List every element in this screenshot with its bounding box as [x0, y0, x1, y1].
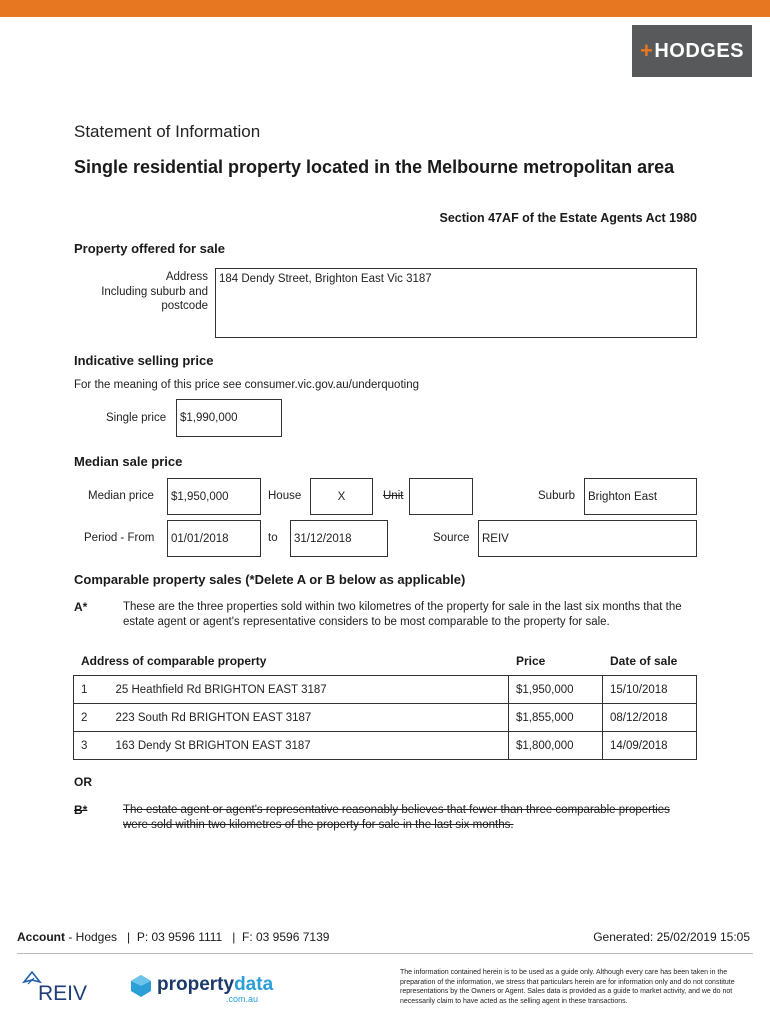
logo-text: HODGES [654, 39, 745, 62]
col-date-header: Date of sale [610, 654, 678, 668]
median-price-value: $1,950,000 [171, 490, 229, 503]
row-number: 2 [74, 704, 109, 732]
period-from-field[interactable] [167, 520, 261, 557]
suburb-label: Suburb [538, 490, 576, 502]
source-field[interactable] [478, 520, 697, 557]
footer-divider [17, 953, 753, 954]
row-address[interactable]: 223 South Rd BRIGHTON EAST 3187 [109, 704, 509, 732]
row-date[interactable]: 15/10/2018 [603, 676, 697, 704]
comparable-heading: Comparable property sales (*Delete A or B below as applicable) [74, 572, 466, 587]
row-date[interactable]: 14/09/2018 [603, 732, 697, 760]
option-a-label: A* [74, 600, 88, 614]
account-label: Account [17, 930, 65, 944]
hodges-logo [632, 25, 752, 77]
row-number: 1 [74, 676, 109, 704]
address-label [101, 270, 208, 314]
account-line [17, 930, 329, 944]
single-price-field[interactable] [176, 399, 282, 437]
row-price[interactable]: $1,800,000 [509, 732, 603, 760]
row-address[interactable]: 163 Dendy St BRIGHTON EAST 3187 [109, 732, 509, 760]
period-to-label: to [268, 532, 278, 544]
col-address-header: Address of comparable property [81, 654, 267, 668]
unit-label: Unit [383, 490, 404, 502]
indicative-heading: Indicative selling price [74, 353, 214, 368]
address-label-line: Address [165, 271, 208, 283]
address-label-line: Including suburb and [101, 285, 208, 298]
row-address[interactable]: 25 Heathfield Rd BRIGHTON EAST 3187 [109, 676, 509, 704]
option-b-label: B* [74, 803, 88, 817]
suburb-field[interactable] [584, 478, 697, 515]
comparable-sales-table [73, 675, 697, 760]
row-price[interactable]: $1,950,000 [509, 676, 603, 704]
reiv-text: REIV [38, 982, 88, 1005]
propertydata-domain: .com.au [226, 994, 259, 1004]
option-b-text: The estate agent or agent's representative reasonably believes that fewer than three comparable properties were sold within two kilometres of the property for sale in the last six months. [123, 804, 670, 831]
address-value: 184 Dendy Street, Brighton East Vic 3187 [219, 273, 432, 285]
house-value: X [337, 490, 346, 503]
table-row [74, 732, 697, 760]
propertydata-logo [130, 972, 274, 1006]
table-row [74, 676, 697, 704]
generated-date: Generated: 25/02/2019 15:05 [593, 930, 750, 944]
single-price-value: $1,990,000 [180, 412, 238, 424]
option-a-text: These are the three properties sold within two kilometres of the property for sale in the last six months that the estate agent or agent's representative considers to be most comparable to the property for sale. [123, 601, 682, 628]
house-field[interactable] [310, 478, 373, 515]
property-heading: Property offered for sale [74, 241, 225, 256]
plus-icon: + [639, 38, 654, 63]
period-to-field[interactable] [290, 520, 388, 557]
unit-field[interactable] [409, 478, 473, 515]
table-row [74, 704, 697, 732]
row-number: 3 [74, 732, 109, 760]
propertydata-text [157, 974, 273, 996]
propertydata-icon [130, 974, 152, 998]
period-from-value: 01/01/2018 [171, 532, 229, 545]
single-price-label: Single price [106, 412, 167, 424]
period-to-value: 31/12/2018 [294, 532, 352, 545]
disclaimer-text: The information contained herein is to be used as a guide only. Although every care has been taken in the preparation of the information, we stress that particulars herein are for information only and do not constitute representations by the Owners or Agent. Sales data is provided as a guide to market activity, and we do not necessarily claim to have acted as the selling agent in these transactions. [400, 969, 735, 1005]
col-price-header: Price [516, 654, 546, 668]
median-heading: Median sale price [74, 454, 183, 469]
statement-heading: Statement of Information [74, 122, 261, 141]
row-date[interactable]: 08/12/2018 [603, 704, 697, 732]
underquoting-note: For the meaning of this price see consumer.vic.gov.au/underquoting [74, 379, 419, 391]
period-from-label: Period - From [84, 532, 155, 544]
suburb-value: Brighton East [588, 490, 658, 503]
page-title: Single residential property located in the Melbourne metropolitan area [74, 157, 675, 177]
house-label: House [268, 490, 302, 502]
median-price-label: Median price [88, 490, 154, 502]
top-accent-bar [0, 0, 770, 17]
address-label-line: postcode [161, 300, 208, 312]
row-price[interactable]: $1,855,000 [509, 704, 603, 732]
account-details: - Hodges | P: 03 9596 1111 | F: 03 9596 7139 [65, 930, 330, 944]
reiv-logo [18, 968, 88, 1006]
propertydata-main: property [157, 974, 235, 995]
source-label: Source [433, 532, 470, 544]
median-price-field[interactable] [167, 478, 261, 515]
propertydata-accent: data [234, 974, 274, 995]
act-section: Section 47AF of the Estate Agents Act 1980 [439, 211, 697, 225]
address-field[interactable] [215, 268, 697, 338]
source-value: REIV [482, 532, 509, 545]
or-label: OR [74, 775, 92, 789]
